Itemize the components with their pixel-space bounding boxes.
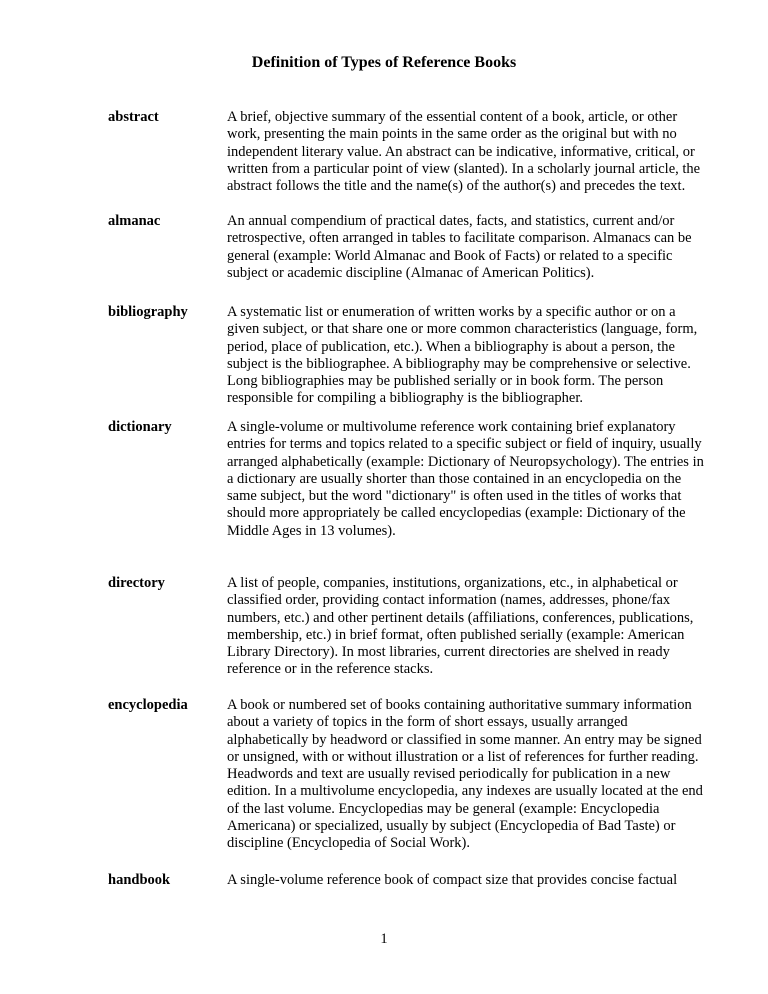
definition [227,109,700,195]
definition-line: should more appropriately be called encyclopedias (example: Dictionary of the [227,505,686,522]
term: bibliography [108,304,188,320]
definition [227,213,692,282]
definition-line: retrospective, often arranged in tables to facilitate comparison. Almanacs can be [227,230,692,247]
definition-line: classified order, providing contact information (names, addresses, phone/fax [227,592,671,609]
term: almanac [108,213,161,229]
definition-line: or unsigned, with or without illustration or a list of references for further reading. [227,748,699,765]
page-number: 1 [380,931,388,947]
definition-line: A single-volume reference book of compact size that provides concise factual [227,872,678,888]
definition [227,419,704,540]
definition-line: A list of people, companies, institutions, organizations, etc., in alphabetical or [227,575,678,591]
definition [227,304,697,408]
definition-line: Americana) or specialized, usually by subject (Encyclopedia of Bad Taste) or [227,818,676,835]
definition-line: An annual compendium of practical dates, facts, and statistics, current and/or [227,213,675,229]
definition [227,872,677,889]
definition-line: edition. In a multivolume encyclopedia, any indexes are usually located at the end [227,783,703,800]
definition-line: membership, etc.) in brief format, often published serially (example: American [227,626,685,643]
term: handbook [108,872,171,888]
definition-line: period, place of publication, etc.). When a bibliography is about a person, the [227,338,675,355]
definition-line: arranged alphabetically (example: Dictionary of Neuropsychology). The entries in [227,453,704,470]
definition-line: alphabetically by headword or classified in some manner. An entry may be signed [227,731,702,748]
page-title: Definition of Types of Reference Books [251,54,517,71]
definition-line: reference or in the reference stacks. [227,661,434,678]
term: dictionary [108,419,172,435]
definition-line: entries for terms and topics related to a specific subject or field of inquiry, usually [227,436,702,453]
definition-line: abstract follows the title and the name(s) of the author(s) and precedes the text. [227,178,686,195]
definition-line: subject or academic discipline (Almanac of American Politics). [227,264,595,281]
definition-line: work, presenting the main points in the same order as the original but with no [227,126,677,143]
definition-line: independent literary value. An abstract can be indicative, informative, critical, or [227,143,695,160]
definition [227,575,693,679]
definition-line: same subject, but the word "dictionary" is often used in the titles of works that [227,488,682,505]
definition-line: A systematic list or enumeration of written works by a specific author or on a [227,304,676,320]
definition-line: responsible for compiling a bibliography is the bibliographer. [227,390,583,407]
definition-line: Library Directory). In most libraries, current directories are shelved in ready [227,644,670,661]
definition-line: of the last volume. Encyclopedias may be general (example: Encyclopedia [227,800,660,817]
definition-line: A single-volume or multivolume reference work containing brief explanatory [227,419,676,435]
definition-line: numbers, etc.) and other pertinent details (affiliations, conferences, publications, [227,609,694,626]
definition-line: about a variety of topics in the form of short essays, usually arranged [227,714,628,731]
term: abstract [108,109,159,125]
definition-line: A book or numbered set of books containing authoritative summary information [227,697,692,713]
definition-line: written from a particular point of view (slanted). In a scholarly journal article, the [227,160,701,177]
definition-line: A brief, objective summary of the essential content of a book, article, or other [227,109,678,125]
definition-line: Headwords and text are usually revised periodically for publication in a new [227,766,671,783]
definition-line: given subject, or that share one or more common characteristics (language, form, [227,321,698,338]
definition-line: Middle Ages in 13 volumes). [227,522,396,539]
definition-line: discipline (Encyclopedia of Social Work). [227,835,470,852]
definition-line: a dictionary are usually shorter than those contained in an encyclopedia on the [227,470,682,487]
definition [227,697,703,853]
term: encyclopedia [108,697,188,713]
definition-line: subject is the bibliographee. A bibliography may be comprehensive or selective. [227,355,691,372]
definition-line: Long bibliographies may be published serially or in book form. The person [227,373,664,390]
term: directory [108,575,165,591]
definition-line: general (example: World Almanac and Book of Facts) or related to a specific [227,247,673,264]
